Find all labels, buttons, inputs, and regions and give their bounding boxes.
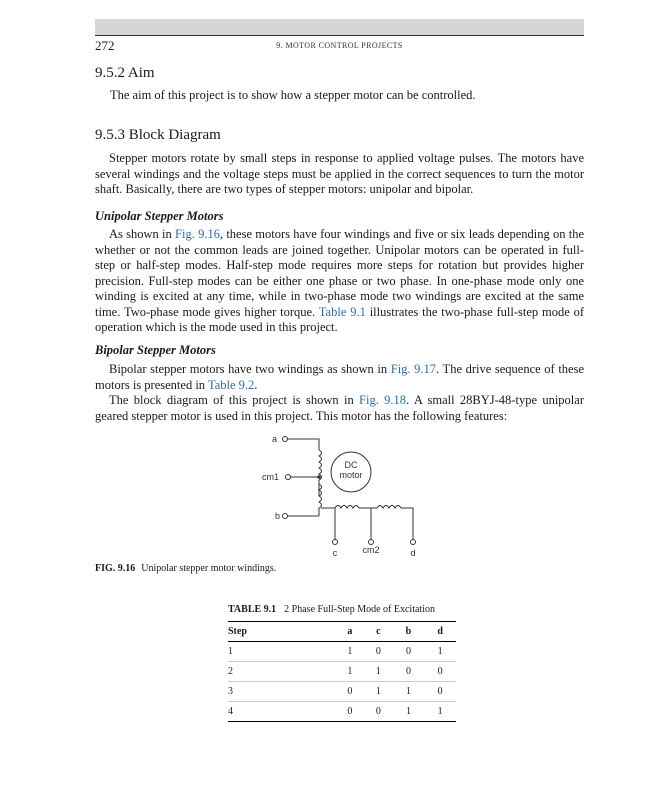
fig-9-16-link[interactable]: Fig. 9.16	[175, 227, 220, 241]
fig-9-17-link[interactable]: Fig. 9.17	[390, 362, 437, 376]
excitation-table	[228, 621, 456, 722]
page-number: 272	[95, 38, 115, 53]
table-row: 4 0 0 1 1	[228, 702, 456, 722]
terminal-cm1-label: cm1	[262, 472, 280, 482]
figure-caption: FIG. 9.16 Unipolar stepper motor windings.	[95, 563, 277, 574]
table-9-1-link[interactable]: Table 9.1	[318, 304, 366, 319]
table-row: 1 1 0 0 1	[228, 642, 456, 662]
running-head: 9. MOTOR CONTROL PROJECTS	[276, 41, 403, 50]
col-header: Step	[228, 622, 336, 642]
bipolar-heading: Bipolar Stepper Motors	[95, 343, 216, 357]
terminal-d-label: d	[410, 548, 416, 558]
fig-9-18-link[interactable]: Fig. 9.18	[359, 393, 407, 407]
header-bar	[95, 19, 584, 35]
terminal-c-label: c	[332, 548, 338, 558]
block-diagram-paragraph: Stepper motors rotate by small steps in response to applied voltage pulses. The motors have several windings and the voltage steps must be applied in the correct sequences to turn the motor shaft. Basically, there are two types of stepper motors: unipolar and bipolar.	[95, 151, 584, 196]
table-row: 2 1 1 0 0	[228, 662, 456, 682]
terminal-cm2-label: cm2	[362, 545, 380, 555]
table-9-2-link[interactable]: Table 9.2	[207, 377, 255, 392]
header-rule	[95, 35, 584, 36]
terminal-b-label: b	[275, 511, 281, 521]
unipolar-heading: Unipolar Stepper Motors	[95, 209, 224, 223]
col-header: d	[424, 622, 456, 642]
block-diagram-heading: 9.5.3 Block Diagram	[95, 127, 221, 143]
svg-text:motor: motor	[339, 470, 363, 480]
table-header-row	[228, 622, 456, 642]
aim-text: The aim of this project is to show how a stepper motor can be controlled.	[110, 88, 476, 102]
svg-text:DC: DC	[344, 460, 358, 470]
col-header: a	[336, 622, 364, 642]
aim-heading: 9.5.2 Aim	[95, 65, 155, 81]
table-title: TABLE 9.1 2 Phase Full-Step Mode of Excitation	[228, 604, 435, 615]
unipolar-motor-diagram	[255, 432, 425, 562]
bipolar-paragraph-2: The block diagram of this project is shown in Fig. 9.18. A small 28BYJ-48-type unipolar geared stepper motor is used in this project. This motor has the following features:	[95, 393, 584, 423]
winding-4	[377, 506, 401, 509]
unipolar-paragraph: As shown in Fig. 9.16, these motors have four windings and five or six leads depending on the whether or not the common leads are joined together. Unipolar motors can be operated in full-step or half-step modes. Half-step mode requires more steps for rotation but provides higher precision. Full-step modes can be either one phase or two phase. In one-phase mode only one winding is excited at any time, while in two-phase mode two windings are excited at the same time. Two-phase mode gives higher torque. Table 9.1 illustrates the two-phase full-step mode of operation which is the mode used in this project.	[95, 227, 585, 334]
table-row: 3 0 1 1 0	[228, 682, 456, 702]
winding-3	[335, 506, 359, 509]
col-header: c	[364, 622, 392, 642]
col-header: b	[393, 622, 425, 642]
bipolar-paragraph-1: Bipolar stepper motors have two windings as shown in Fig. 9.17. The drive sequence of these motors is presented in Table 9.2.	[95, 362, 585, 392]
terminal-a-label: a	[272, 434, 278, 444]
